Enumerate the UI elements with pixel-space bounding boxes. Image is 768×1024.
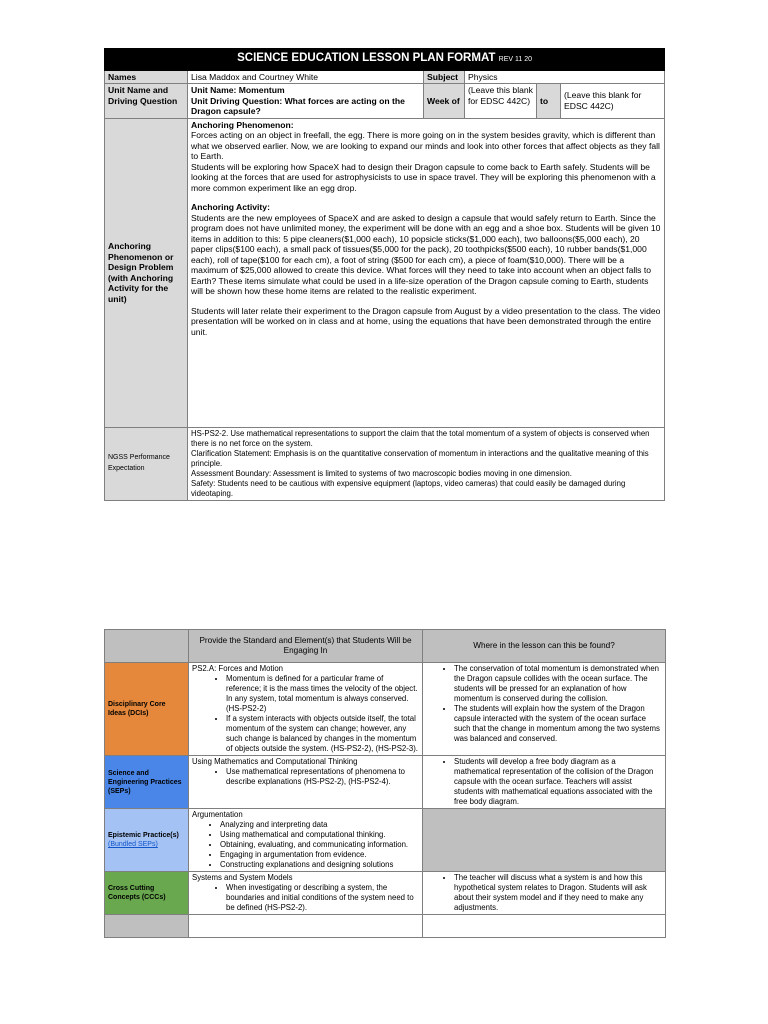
subject-value: Physics	[465, 70, 665, 84]
sep-item: • Use mathematical representations of phenomena to describe explanations (HS-PS2-2), (HS-PS2-4).	[226, 767, 419, 787]
ngss-standard: HS-PS2-2. Use mathematical representations to support the claim that the total momentum of a system of objects is conserved when there is no net force on the system.	[191, 428, 650, 448]
unit-question: Unit Driving Question: What forces are acting on the Dragon capsule?	[191, 95, 405, 116]
epistemic-label-text: Epistemic Practice(s)	[108, 832, 179, 839]
dci-label: Disciplinary Core Ideas (DCIs)	[105, 663, 189, 756]
activity-text-1: Students are the new employees of SpaceX and are asked to design a capsule that would safely return to Earth. Since the program does not have unlimited money, the experiment will be done with an egg and a shoe box. Students will be given 10 items in addition to this: 5 pipe cleaners($1,000 each), 10 popsicle sticks($1,000 each), two balloons($5,000 each), 20 paper clips($100 each), a small pack of tissues($5,000 for the pack), 20 toothpicks($500 each), 10 rubber bands($1,000 each), roll of tape($100 for each cm), a foot of string ($500 for each cm), a piece of foam($10,000). There will be a maximum of $25,000 allowed to create this device. What forces will they need to take into account when an object falls to Earth? These items simulate what could be used in a life-size operation of the Dragon capsule coming to Earth, students will be shown how these home items are related to the realistic experiment.	[191, 212, 661, 296]
epistemic-label	[105, 809, 189, 872]
epistemic-item: • Engaging in argumentation from evidence.	[220, 850, 419, 860]
lesson-plan-header-table	[104, 48, 665, 501]
ccc-where-item: • The teacher will discuss what a system is and how this hypothetical system relates to Dragon. Students will ask about their system model and if they need to make any adjustments.	[454, 873, 662, 913]
sep-where-item: • Students will develop a free body diagram as a mathematical representation of the collision of the Dragon capsule with the ocean surface. Teachers will assist students with mathematical equations associated with the free body diagram.	[454, 757, 662, 807]
unit-name-and-question	[188, 84, 424, 119]
sep-where	[423, 756, 666, 809]
next-row-label	[105, 915, 189, 938]
anchoring-label: Anchoring Phenomenon or Design Problem (with Anchoring Activity for the unit)	[105, 118, 188, 427]
dci-standards	[189, 663, 423, 756]
epistemic-title: Argumentation	[192, 810, 243, 819]
sep-label: Science and Engineering Practices (SEPs)	[105, 756, 189, 809]
subject-label: Subject	[424, 70, 465, 84]
phenomenon-text-1: Forces acting on an object in freefall, the egg. There is more going on in the system besides gravity, which is different than what we observed earlier. Now, we are looking to expand our minds and look into other forces that affect objects as they fall to Earth.	[191, 130, 660, 161]
lesson-plan-title: SCIENCE EDUCATION LESSON PLAN FORMAT REV 11 20	[105, 49, 665, 71]
epistemic-where	[423, 809, 666, 872]
bundled-seps-link[interactable]: (Bundled SEPs)	[108, 841, 158, 848]
dci-where-item: • The students will explain how the system of the Dragon capsule interacted with the system of the ocean surface such that the change in momentum among the two systems was balanced and conserved.	[454, 704, 662, 744]
unit-label: Unit Name and Driving Question	[105, 84, 188, 119]
ccc-title: Systems and System Models	[192, 873, 293, 882]
epistemic-item: • Using mathematical and computational thinking.	[220, 830, 419, 840]
dci-item: • If a system interacts with objects outside itself, the total momentum of the system can change; however, any such change is balanced by changes in the momentum of objects outside the system. (HS-PS2-2), (HS-PS2-3).	[226, 714, 419, 754]
ngss-safety: Safety: Students need to be cautious with expensive equipment (laptops, video cameras) that could easily be damaged during videotaping.	[191, 478, 626, 498]
week-label: Week of	[424, 84, 465, 119]
to-value: (Leave this blank for EDSC 442C)	[561, 84, 665, 119]
to-label: to	[537, 84, 561, 119]
activity-text-2: Students will later relate their experiment to the Dragon capsule from August by a video presentation to the class. The video presentation will be worked on in class and at home, using the equations that have been demonstrated through the entire unit.	[191, 305, 661, 337]
ccc-label: Cross Cutting Concepts (CCCs)	[105, 872, 189, 915]
epistemic-item: • Obtaining, evaluating, and communicating information.	[220, 840, 419, 850]
activity-title: Anchoring Activity:	[191, 202, 270, 212]
epistemic-item: • Constructing explanations and designing solutions	[220, 860, 419, 870]
anchoring-content	[188, 118, 665, 427]
next-row-cell	[189, 915, 423, 938]
ccc-where	[423, 872, 666, 915]
ngss-clarification: Clarification Statement: Emphasis is on the quantitative conservation of momentum in interactions and the qualitative meaning of this principle.	[191, 448, 649, 468]
standards-column-header: Provide the Standard and Element(s) that Students Will be Engaging In	[189, 630, 423, 663]
week-value: (Leave this blank for EDSC 442C)	[465, 84, 537, 119]
ccc-item: • When investigating or describing a system, the boundaries and initial conditions of the system need to be defined (HS-PS2-2).	[226, 883, 419, 913]
standards-table	[104, 629, 666, 938]
epistemic-item: • Analyzing and interpreting data	[220, 820, 419, 830]
next-row-cell	[423, 915, 666, 938]
phenomenon-title: Anchoring Phenomenon:	[191, 119, 294, 130]
dci-where	[423, 663, 666, 756]
dci-where-item: • The conservation of total momentum is demonstrated when the Dragon capsule collides with the ocean surface. The students will be pressed for an explanation of how momentum is conserved during the collision.	[454, 664, 662, 704]
dci-item: • Momentum is defined for a particular frame of reference; it is the mass times the velocity of the object. In any system, total momentum is always conserved. (HS-PS2-2)	[226, 674, 419, 714]
names-value: Lisa Maddox and Courtney White	[188, 70, 424, 84]
unit-name: Unit Name: Momentum	[191, 85, 285, 95]
ngss-assessment-boundary: Assessment Boundary: Assessment is limited to systems of two macroscopic bodies moving in one dimension.	[191, 468, 572, 478]
sep-title: Using Mathematics and Computational Thinking	[192, 757, 358, 766]
ccc-standards	[189, 872, 423, 915]
epistemic-standards	[189, 809, 423, 872]
ngss-label: NGSS Performance Expectation	[105, 427, 188, 500]
where-column-header: Where in the lesson can this be found?	[423, 630, 666, 663]
names-label: Names	[105, 70, 188, 84]
sep-standards	[189, 756, 423, 809]
corner-cell	[105, 630, 189, 663]
phenomenon-text-2: Students will be exploring how SpaceX had to design their Dragon capsule to come back to Earth safely. Students will be looking at the forces that are used for astrophysicists to use in space travel. They will be exploring this phenomenon with a more common experiment like an egg drop.	[191, 161, 656, 193]
dci-title: PS2.A: Forces and Motion	[192, 664, 284, 673]
ngss-content	[188, 427, 665, 500]
